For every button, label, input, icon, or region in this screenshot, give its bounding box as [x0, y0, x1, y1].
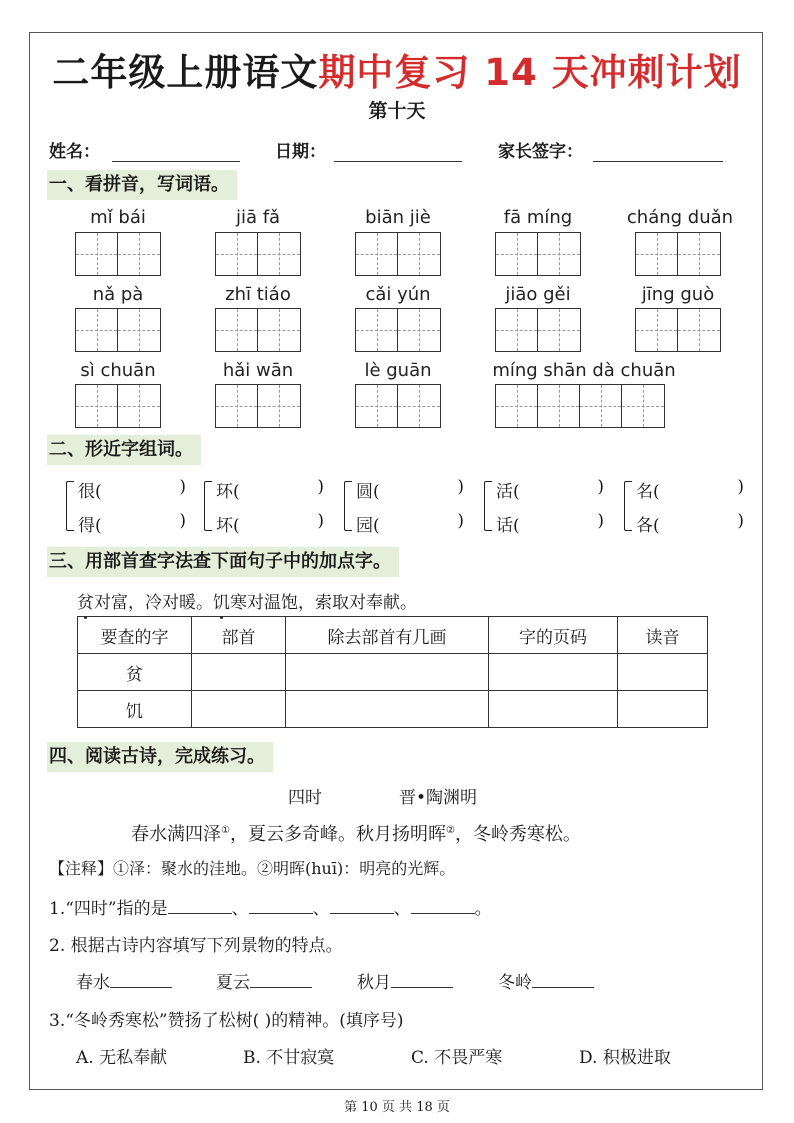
- answer-blank[interactable]: [250, 971, 312, 988]
- q2-item-3: 秋月: [357, 968, 453, 993]
- pinyin-12: hǎi wān: [222, 360, 294, 381]
- day-label: 第十天: [368, 100, 426, 122]
- pinyin-3: biān jiè: [365, 207, 431, 228]
- answer-cell[interactable]: [286, 654, 489, 691]
- word-pair-1[interactable]: 很( ) 得( ): [66, 477, 186, 535]
- answer-cell[interactable]: [489, 654, 618, 691]
- table-header: 读音: [618, 617, 708, 654]
- section2-heading: 二、形近字组词。: [47, 435, 201, 465]
- answer-blank[interactable]: [330, 897, 394, 914]
- poem-author: 晋•陶渊明: [399, 788, 478, 808]
- q2-item-1: 春水: [76, 968, 172, 993]
- writing-grid-6[interactable]: [75, 308, 161, 352]
- writing-grid-14[interactable]: [495, 384, 665, 428]
- q2-item-2: 夏云: [216, 968, 312, 993]
- radical-lookup-table: [77, 616, 708, 728]
- table-cell: 饥: [78, 691, 192, 728]
- option-a[interactable]: A. 无私奉献: [76, 1048, 168, 1068]
- table-row: [78, 654, 708, 691]
- option-c[interactable]: C. 不畏严寒: [411, 1048, 503, 1068]
- table-row: [78, 691, 708, 728]
- pinyin-7: zhī tiáo: [225, 284, 291, 305]
- table-header-row: [78, 617, 708, 654]
- answer-cell[interactable]: [192, 654, 286, 691]
- pinyin-11: sì chuān: [80, 360, 156, 381]
- name-field[interactable]: 姓名：: [49, 137, 240, 162]
- table-header: 字的页码: [489, 617, 618, 654]
- pinyin-5: cháng duǎn: [626, 207, 734, 228]
- answer-blank[interactable]: [532, 971, 594, 988]
- answer-blank[interactable]: [391, 971, 453, 988]
- word-pair-5[interactable]: 名( ) 各( ): [624, 477, 744, 535]
- word-pair-4[interactable]: 活( ) 话( ): [484, 477, 604, 535]
- parent-sign-field[interactable]: 家长签字：: [498, 137, 723, 162]
- pinyin-14: míng shān dà chuān: [492, 360, 676, 381]
- option-b[interactable]: B. 不甘寂寞: [243, 1048, 335, 1068]
- page-title: 二年级上册语文期中复习 14 天冲刺计划: [52, 51, 742, 94]
- writing-grid-8[interactable]: [355, 308, 441, 352]
- answer-cell[interactable]: [489, 691, 618, 728]
- section4-heading: 四、阅读古诗，完成练习。: [47, 742, 273, 772]
- q2-item-4: 冬岭: [498, 968, 594, 993]
- answer-blank[interactable]: [110, 971, 172, 988]
- section3-heading: 三、用部首查字法查下面句子中的加点字。: [47, 547, 399, 577]
- writing-grid-9[interactable]: [495, 308, 581, 352]
- writing-grid-4[interactable]: [495, 232, 581, 276]
- writing-grid-13[interactable]: [355, 384, 441, 428]
- question-3: 3.“冬岭秀寒松”赞扬了松树( )的精神。(填序号): [49, 1011, 404, 1031]
- table-header: 除去部首有几画: [286, 617, 489, 654]
- writing-grid-11[interactable]: [75, 384, 161, 428]
- writing-grid-10[interactable]: [635, 308, 721, 352]
- writing-grid-12[interactable]: [215, 384, 301, 428]
- answer-cell[interactable]: [618, 691, 708, 728]
- pinyin-1: mǐ bái: [90, 207, 146, 228]
- table-cell: 贫: [78, 654, 192, 691]
- table-header: 要查的字: [78, 617, 192, 654]
- pinyin-9: jiāo gěi: [505, 284, 571, 305]
- pinyin-4: fā míng: [503, 207, 573, 228]
- question-1: 1.“四时”指的是 、 、 、 。: [49, 899, 492, 919]
- option-d[interactable]: D. 积极进取: [579, 1048, 671, 1068]
- word-pair-3[interactable]: 圆( ) 园( ): [344, 477, 464, 535]
- poem-note: 【注释】①泽：聚水的洼地。②明晖(huī)：明亮的光辉。: [49, 859, 456, 878]
- answer-blank[interactable]: [249, 897, 313, 914]
- answer-cell[interactable]: [286, 691, 489, 728]
- poem-line: 春水满四泽①，夏云多奇峰。秋月扬明晖②，冬岭秀寒松。: [131, 824, 581, 845]
- answer-cell[interactable]: [192, 691, 286, 728]
- dotted-sentence: 贫对富，冷对暖。饥寒对温饱，索取对奉献。: [77, 593, 417, 613]
- question-2: 2. 根据古诗内容填写下列景物的特点。: [49, 936, 343, 956]
- writing-grid-7[interactable]: [215, 308, 301, 352]
- writing-grid-1[interactable]: [75, 232, 161, 276]
- pinyin-2: jiā fǎ: [235, 207, 281, 228]
- table-header: 部首: [192, 617, 286, 654]
- answer-blank[interactable]: [411, 897, 475, 914]
- pinyin-10: jīng guò: [641, 284, 715, 305]
- writing-grid-3[interactable]: [355, 232, 441, 276]
- pinyin-8: cǎi yún: [365, 284, 431, 305]
- date-field[interactable]: 日期：: [275, 137, 462, 162]
- answer-blank[interactable]: [168, 897, 232, 914]
- writing-grid-5[interactable]: [635, 232, 721, 276]
- pinyin-6: nǎ pà: [92, 284, 144, 305]
- poem-title: 四时: [288, 788, 322, 808]
- page-footer: 第 10 页 共 18 页: [344, 1100, 450, 1115]
- word-pair-2[interactable]: 环( ) 坏( ): [204, 477, 324, 535]
- writing-grid-2[interactable]: [215, 232, 301, 276]
- section1-heading: 一、看拼音，写词语。: [47, 170, 237, 200]
- answer-cell[interactable]: [618, 654, 708, 691]
- pinyin-13: lè guān: [364, 360, 432, 381]
